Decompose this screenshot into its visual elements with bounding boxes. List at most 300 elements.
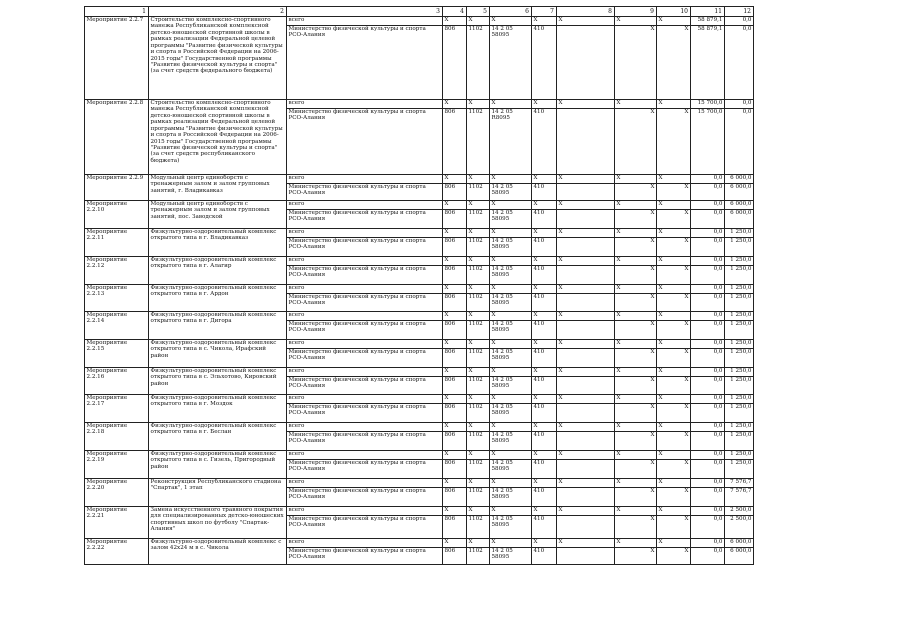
expense-type-code: 410	[532, 238, 557, 257]
vr-x: X	[532, 17, 557, 26]
total-label: всего	[287, 257, 443, 266]
rz-x: X	[467, 100, 490, 109]
value-col10: 0,0	[691, 340, 725, 349]
table-row-total	[85, 285, 754, 294]
col9-x: X	[657, 312, 691, 321]
value-col11: 1 250,0	[725, 285, 754, 294]
col9-x: X	[657, 321, 691, 340]
value-col10: 15 700,0	[691, 109, 725, 175]
value-col10: 0,0	[691, 488, 725, 507]
col7-x: X	[557, 479, 615, 488]
target-article-code: 14 2 05 58095	[490, 266, 532, 285]
col7-x: X	[557, 229, 615, 238]
col8-x: X	[615, 100, 657, 109]
value-col10: 0,0	[691, 321, 725, 340]
expense-type-code: 410	[532, 26, 557, 100]
col-num-6: 6	[490, 7, 532, 17]
col7-x: X	[557, 100, 615, 109]
table-row-total	[85, 312, 754, 321]
col8-x: X	[615, 321, 657, 340]
executor-name: Министерство физической культуры и спорта РСО-Алания	[287, 460, 443, 479]
section-code: 1102	[467, 294, 490, 312]
grbs-x: X	[443, 368, 467, 377]
col9-x: X	[657, 201, 691, 210]
executor-name: Министерство физической культуры и спорта РСО-Алания	[287, 548, 443, 565]
event-name: Строительство комплексно-спортивного манежа Республиканской комплексной детско-юношеской спортивной школы в рамках реализации Федеральной целевой программы "Развитие физической культуры и спорта в Российской Федерации на 2006-2015 годы" Государственной программы "Развитие физической культуры и спорта" (за счет средств республиканского бюджета)	[149, 100, 287, 175]
col8-x: X	[615, 548, 657, 565]
value-col11: 1 250,0	[725, 294, 754, 312]
grbs-code: 806	[443, 266, 467, 285]
grbs-x: X	[443, 451, 467, 460]
col9-x: X	[657, 266, 691, 285]
target-article-code: 14 2 05 58095	[490, 349, 532, 368]
rz-x: X	[467, 257, 490, 266]
col7-empty	[557, 516, 615, 539]
executor-name: Министерство физической культуры и спорта РСО-Алания	[287, 210, 443, 229]
col7-x: X	[557, 257, 615, 266]
col8-x: X	[615, 395, 657, 404]
event-name: Замена искусственного травяного покрытия для специализированных детско-юношеских спортивных школ по футболу "Спартак-Алания"	[149, 507, 287, 539]
value-col11: 1 250,0	[725, 349, 754, 368]
col7-empty	[557, 460, 615, 479]
grbs-code: 806	[443, 432, 467, 451]
executor-name: Министерство физической культуры и спорта РСО-Алания	[287, 404, 443, 423]
col8-x: X	[615, 432, 657, 451]
value-col10: 0,0	[691, 294, 725, 312]
event-number: Мероприятие 2.2.18	[85, 423, 149, 451]
col7-empty	[557, 548, 615, 565]
column-number-row	[85, 7, 754, 17]
value-col11: 1 250,0	[725, 404, 754, 423]
table-row-total	[85, 479, 754, 488]
grbs-x: X	[443, 285, 467, 294]
value-col11: 0,0	[725, 17, 754, 26]
col8-x: X	[615, 340, 657, 349]
section-code: 1102	[467, 26, 490, 100]
total-label: всего	[287, 539, 443, 548]
grbs-x: X	[443, 507, 467, 516]
value-col11: 1 250,0	[725, 423, 754, 432]
budget-table-sheet	[84, 6, 753, 565]
col7-x: X	[557, 423, 615, 432]
value-col10: 0,0	[691, 257, 725, 266]
vr-x: X	[532, 479, 557, 488]
total-label: всего	[287, 340, 443, 349]
value-col10: 0,0	[691, 460, 725, 479]
value-col11: 1 250,0	[725, 312, 754, 321]
event-number: Мероприятие 2.2.10	[85, 201, 149, 229]
section-code: 1102	[467, 184, 490, 201]
expense-type-code: 410	[532, 109, 557, 175]
col8-x: X	[615, 460, 657, 479]
rz-x: X	[467, 340, 490, 349]
value-col10: 0,0	[691, 238, 725, 257]
value-col10: 0,0	[691, 368, 725, 377]
event-name: Модульный центр единоборств с тренажерным залом и залом групповых занятий, пос. Заводской	[149, 201, 287, 229]
rz-x: X	[467, 201, 490, 210]
event-name: Строительство комплексно-спортивного манежа Республиканской комплексной детско-юношеской спортивной школы в рамках реализации Федеральной целевой программы "Развитие физической культуры и спорта в Российской Федерации на 2006-2015 годы" Государственной программы "Развитие физической культуры и спорта"(за счет средств федерального бюджета)	[149, 17, 287, 100]
grbs-code: 806	[443, 210, 467, 229]
col7-empty	[557, 294, 615, 312]
table-row-total	[85, 368, 754, 377]
col9-x: X	[657, 17, 691, 26]
col8-x: X	[615, 294, 657, 312]
col8-x: X	[615, 312, 657, 321]
col9-x: X	[657, 238, 691, 257]
col8-x: X	[615, 507, 657, 516]
csr-x: X	[490, 17, 532, 26]
value-col10: 0,0	[691, 539, 725, 548]
col7-empty	[557, 349, 615, 368]
total-label: всего	[287, 229, 443, 238]
col8-x: X	[615, 229, 657, 238]
col8-x: X	[615, 404, 657, 423]
grbs-code: 806	[443, 26, 467, 100]
event-number: Мероприятие 2.2.8	[85, 100, 149, 175]
value-col11: 6 000,0	[725, 548, 754, 565]
section-code: 1102	[467, 460, 490, 479]
col-num-8: 8	[557, 7, 615, 17]
grbs-code: 806	[443, 488, 467, 507]
col7-empty	[557, 109, 615, 175]
value-col11: 1 250,0	[725, 257, 754, 266]
target-article-code: 14 2 05 58095	[490, 377, 532, 395]
value-col10: 15 700,0	[691, 100, 725, 109]
value-col10: 0,0	[691, 451, 725, 460]
col9-x: X	[657, 257, 691, 266]
target-article-code: 14 2 05 58095	[490, 184, 532, 201]
event-number: Мероприятие 2.2.16	[85, 368, 149, 395]
csr-x: X	[490, 539, 532, 548]
grbs-x: X	[443, 340, 467, 349]
csr-x: X	[490, 175, 532, 184]
section-code: 1102	[467, 349, 490, 368]
rz-x: X	[467, 17, 490, 26]
col9-x: X	[657, 479, 691, 488]
expense-type-code: 410	[532, 516, 557, 539]
event-name: Модульный центр единоборств с тренажерным залом и залом групповых занятий, г. Владикавказ	[149, 175, 287, 201]
event-number: Мероприятие 2.2.12	[85, 257, 149, 285]
csr-x: X	[490, 368, 532, 377]
col8-x: X	[615, 451, 657, 460]
col8-x: X	[615, 17, 657, 26]
grbs-x: X	[443, 229, 467, 238]
value-col11: 1 250,0	[725, 377, 754, 395]
table-row-total	[85, 257, 754, 266]
total-label: всего	[287, 201, 443, 210]
value-col11: 2 500,0	[725, 516, 754, 539]
col9-x: X	[657, 395, 691, 404]
value-col10: 0,0	[691, 404, 725, 423]
col8-x: X	[615, 175, 657, 184]
col9-x: X	[657, 539, 691, 548]
table-row-total	[85, 507, 754, 516]
value-col10: 0,0	[691, 285, 725, 294]
rz-x: X	[467, 229, 490, 238]
target-article-code: 14 2 05 58095	[490, 321, 532, 340]
value-col10: 0,0	[691, 184, 725, 201]
col7-empty	[557, 26, 615, 100]
vr-x: X	[532, 368, 557, 377]
col7-x: X	[557, 17, 615, 26]
col8-x: X	[615, 539, 657, 548]
col8-x: X	[615, 238, 657, 257]
grbs-code: 806	[443, 109, 467, 175]
value-col10: 0,0	[691, 516, 725, 539]
event-number: Мероприятие 2.2.17	[85, 395, 149, 423]
col7-x: X	[557, 368, 615, 377]
col8-x: X	[615, 423, 657, 432]
col-num-12: 12	[725, 7, 754, 17]
grbs-x: X	[443, 100, 467, 109]
col8-x: X	[615, 488, 657, 507]
event-name: Физкультурно-оздоровительный комплекс открытого типа в г. Владикавказ	[149, 229, 287, 257]
col-num-11: 11	[691, 7, 725, 17]
value-col11: 1 250,0	[725, 238, 754, 257]
rz-x: X	[467, 507, 490, 516]
expense-type-code: 410	[532, 349, 557, 368]
col8-x: X	[615, 109, 657, 175]
col8-x: X	[615, 377, 657, 395]
value-col11: 1 250,0	[725, 340, 754, 349]
section-code: 1102	[467, 516, 490, 539]
value-col10: 0,0	[691, 229, 725, 238]
executor-name: Министерство физической культуры и спорта РСО-Алания	[287, 184, 443, 201]
total-label: всего	[287, 423, 443, 432]
event-name: Реконструкция Республиканского стадиона "Спартак", 1 этап	[149, 479, 287, 507]
target-article-code: 14 2 05 58095	[490, 210, 532, 229]
col-num-2: 2	[149, 7, 287, 17]
col9-x: X	[657, 488, 691, 507]
grbs-code: 806	[443, 238, 467, 257]
col8-x: X	[615, 516, 657, 539]
rz-x: X	[467, 451, 490, 460]
grbs-code: 806	[443, 404, 467, 423]
grbs-x: X	[443, 175, 467, 184]
col-num-10: 10	[657, 7, 691, 17]
col9-x: X	[657, 507, 691, 516]
value-col10: 58 879,1	[691, 26, 725, 100]
event-name: Физкультурно-оздоровительный комплекс открытого типа в г. Ардон	[149, 285, 287, 312]
table-row-total	[85, 423, 754, 432]
section-code: 1102	[467, 404, 490, 423]
table-row-total	[85, 201, 754, 210]
event-number: Мероприятие 2.2.14	[85, 312, 149, 340]
expense-type-code: 410	[532, 548, 557, 565]
col7-empty	[557, 266, 615, 285]
rz-x: X	[467, 368, 490, 377]
event-number: Мероприятие 2.2.15	[85, 340, 149, 368]
value-col11: 1 250,0	[725, 451, 754, 460]
rz-x: X	[467, 312, 490, 321]
col7-x: X	[557, 507, 615, 516]
grbs-x: X	[443, 479, 467, 488]
total-label: всего	[287, 17, 443, 26]
col9-x: X	[657, 184, 691, 201]
event-name: Физкультурно-оздоровительный комплекс открытого типа в с. Гизель, Пригородный район	[149, 451, 287, 479]
col9-x: X	[657, 548, 691, 565]
col-num-7: 7	[532, 7, 557, 17]
value-col11: 1 250,0	[725, 229, 754, 238]
grbs-x: X	[443, 257, 467, 266]
section-code: 1102	[467, 210, 490, 229]
event-number: Мероприятие 2.2.19	[85, 451, 149, 479]
event-number: Мероприятие 2.2.20	[85, 479, 149, 507]
col9-x: X	[657, 175, 691, 184]
total-label: всего	[287, 100, 443, 109]
col-num-1: 1	[85, 7, 149, 17]
col9-x: X	[657, 404, 691, 423]
grbs-code: 806	[443, 377, 467, 395]
grbs-code: 806	[443, 184, 467, 201]
value-col11: 1 250,0	[725, 266, 754, 285]
table-body	[85, 17, 754, 565]
event-number: Мероприятие 2.2.21	[85, 507, 149, 539]
expense-type-code: 410	[532, 377, 557, 395]
col7-empty	[557, 238, 615, 257]
expense-type-code: 410	[532, 432, 557, 451]
col9-x: X	[657, 109, 691, 175]
col7-x: X	[557, 285, 615, 294]
event-name: Физкультурно-оздоровительный комплекс открытого типа в г. Алагир	[149, 257, 287, 285]
col7-x: X	[557, 451, 615, 460]
event-name: Физкультурно-оздоровительный комплекс с залом 42х24 м в с. Чикола	[149, 539, 287, 565]
total-label: всего	[287, 175, 443, 184]
col7-x: X	[557, 395, 615, 404]
col7-empty	[557, 404, 615, 423]
col9-x: X	[657, 294, 691, 312]
value-col11: 0,0	[725, 100, 754, 109]
col-num-9: 9	[615, 7, 657, 17]
col8-x: X	[615, 266, 657, 285]
col8-x: X	[615, 349, 657, 368]
value-col11: 1 250,0	[725, 395, 754, 404]
col-num-3: 3	[287, 7, 443, 17]
grbs-x: X	[443, 201, 467, 210]
value-col10: 0,0	[691, 479, 725, 488]
vr-x: X	[532, 395, 557, 404]
event-name: Физкультурно-оздоровительный комплекс открытого типа в г. Беслан	[149, 423, 287, 451]
target-article-code: 14 2 05 58095	[490, 238, 532, 257]
value-col11: 1 250,0	[725, 432, 754, 451]
value-col11: 0,0	[725, 26, 754, 100]
section-code: 1102	[467, 266, 490, 285]
col9-x: X	[657, 451, 691, 460]
grbs-code: 806	[443, 516, 467, 539]
col9-x: X	[657, 229, 691, 238]
csr-x: X	[490, 312, 532, 321]
col7-x: X	[557, 340, 615, 349]
total-label: всего	[287, 395, 443, 404]
col9-x: X	[657, 340, 691, 349]
csr-x: X	[490, 479, 532, 488]
expense-type-code: 410	[532, 210, 557, 229]
grbs-x: X	[443, 395, 467, 404]
value-col11: 1 250,0	[725, 368, 754, 377]
csr-x: X	[490, 451, 532, 460]
rz-x: X	[467, 423, 490, 432]
vr-x: X	[532, 340, 557, 349]
vr-x: X	[532, 229, 557, 238]
budget-table	[84, 6, 754, 565]
col9-x: X	[657, 423, 691, 432]
grbs-code: 806	[443, 321, 467, 340]
expense-type-code: 410	[532, 488, 557, 507]
event-number: Мероприятие 2.2.11	[85, 229, 149, 257]
vr-x: X	[532, 175, 557, 184]
expense-type-code: 410	[532, 404, 557, 423]
csr-x: X	[490, 100, 532, 109]
col7-empty	[557, 432, 615, 451]
value-col10: 0,0	[691, 201, 725, 210]
vr-x: X	[532, 507, 557, 516]
executor-name: Министерство физической культуры и спорта РСО-Алания	[287, 377, 443, 395]
col7-x: X	[557, 312, 615, 321]
expense-type-code: 410	[532, 460, 557, 479]
col8-x: X	[615, 184, 657, 201]
col-num-4: 4	[443, 7, 467, 17]
event-number: Мероприятие 2.2.7	[85, 17, 149, 100]
executor-name: Министерство физической культуры и спорта РСО-Алания	[287, 294, 443, 312]
total-label: всего	[287, 507, 443, 516]
col9-x: X	[657, 516, 691, 539]
table-row-total	[85, 395, 754, 404]
csr-x: X	[490, 423, 532, 432]
rz-x: X	[467, 479, 490, 488]
col7-empty	[557, 377, 615, 395]
csr-x: X	[490, 285, 532, 294]
rz-x: X	[467, 539, 490, 548]
col8-x: X	[615, 368, 657, 377]
value-col11: 2 500,0	[725, 507, 754, 516]
executor-name: Министерство физической культуры и спорта РСО-Алания	[287, 488, 443, 507]
section-code: 1102	[467, 432, 490, 451]
target-article-code: 14 2 05 58095	[490, 404, 532, 423]
event-name: Физкультурно-оздоровительный комплекс открытого типа в с. Эльхотово, Кировский район	[149, 368, 287, 395]
total-label: всего	[287, 312, 443, 321]
col9-x: X	[657, 100, 691, 109]
event-number: Мероприятие 2.2.13	[85, 285, 149, 312]
value-col11: 7 576,7	[725, 479, 754, 488]
value-col10: 0,0	[691, 377, 725, 395]
executor-name: Министерство физической культуры и спорта РСО-Алания	[287, 238, 443, 257]
target-article-code: 14 2 05 58095	[490, 516, 532, 539]
target-article-code: 14 2 05 58095	[490, 548, 532, 565]
expense-type-code: 410	[532, 266, 557, 285]
col9-x: X	[657, 377, 691, 395]
executor-name: Министерство физической культуры и спорта РСО-Алания	[287, 109, 443, 175]
col8-x: X	[615, 201, 657, 210]
csr-x: X	[490, 257, 532, 266]
event-name: Физкультурно-оздоровительный комплекс открытого типа в г. Моздок	[149, 395, 287, 423]
col8-x: X	[615, 479, 657, 488]
value-col11: 7 576,7	[725, 488, 754, 507]
target-article-code: 14 2 05 58095	[490, 432, 532, 451]
grbs-code: 806	[443, 294, 467, 312]
col9-x: X	[657, 432, 691, 451]
executor-name: Министерство физической культуры и спорта РСО-Алания	[287, 266, 443, 285]
value-col10: 0,0	[691, 266, 725, 285]
value-col11: 6 000,0	[725, 184, 754, 201]
col7-empty	[557, 488, 615, 507]
col8-x: X	[615, 285, 657, 294]
grbs-code: 806	[443, 460, 467, 479]
csr-x: X	[490, 201, 532, 210]
executor-name: Министерство физической культуры и спорта РСО-Алания	[287, 321, 443, 340]
rz-x: X	[467, 285, 490, 294]
table-row-total	[85, 17, 754, 26]
col8-x: X	[615, 257, 657, 266]
